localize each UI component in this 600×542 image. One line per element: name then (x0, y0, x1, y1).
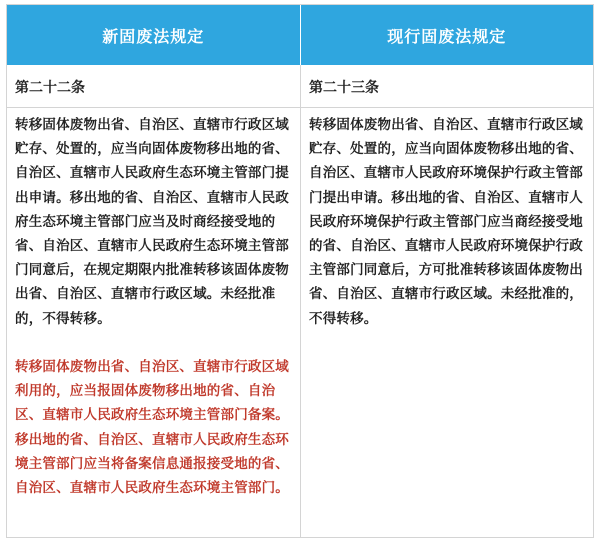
current-law-paragraph-1: 转移固体废物出省、自治区、直辖市行政区域贮存、处置的，应当向固体废物移出地的省、自治区、直辖市人民政府环境保护行政主管部门提出申请。移出地的省、自治区、直辖市人民政府环境保护行政主管部门应当商经接受地的省、自治区、直辖市人民政府环境保护行政主管部门同意后，方可批准转移该固体废物出省、自治区、直辖市行政区域。未经批准的，不得转移。 (309, 117, 583, 327)
current-law-column (301, 65, 593, 537)
divider (301, 107, 593, 108)
current-law-article-title: 第二十三条 (309, 80, 379, 96)
new-law-paragraph-1: 转移固体废物出省、自治区、直辖市行政区域贮存、处置的，应当向固体废物移出地的省、自治区、直辖市人民政府生态环境主管部门提出申请。移出地的省、自治区、直辖市人民政府生态环境主管部门应当及时商经接受地的省、自治区、直辖市人民政府生态环境主管部门同意后，在规定期限内批准转移该固体废物出省、自治区、直辖市行政区域。未经批准的，不得转移。 (15, 117, 289, 327)
header-current-law: 现行固废法规定 (301, 5, 594, 65)
new-law-paragraph-2-highlight: 转移固体废物出省、自治区、直辖市行政区域利用的，应当报固体废物移出地的省、自治区、直辖市人民政府生态环境主管部门备案。移出地的省、自治区、直辖市人民政府生态环境主管部门应当将备案信息通报接受地的省、自治区、直辖市人民政府生态环境主管部门。 (15, 359, 289, 497)
new-law-column (7, 65, 301, 537)
header-new-law: 新固废法规定 (7, 5, 301, 65)
new-law-article-title: 第二十二条 (15, 80, 85, 96)
divider (7, 107, 300, 108)
table-header (7, 5, 593, 65)
comparison-table (6, 4, 594, 538)
